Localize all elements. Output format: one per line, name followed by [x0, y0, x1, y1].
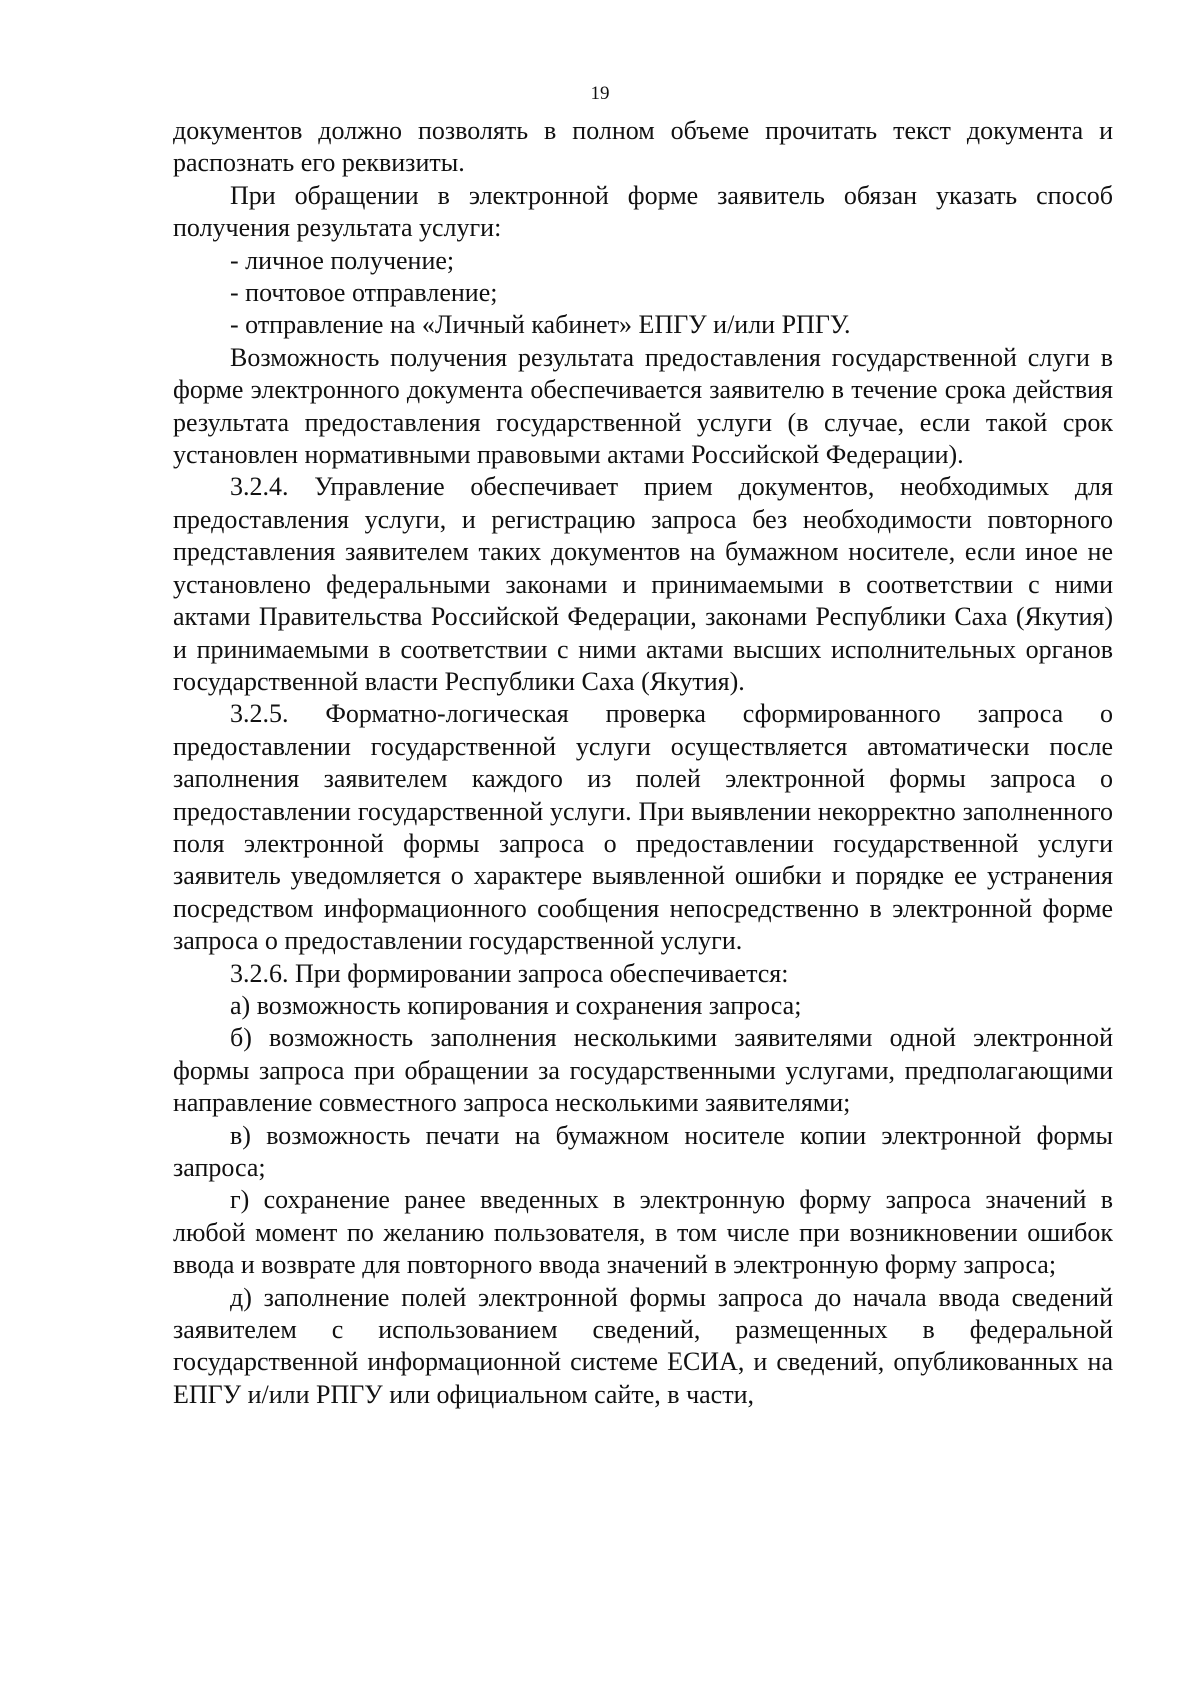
paragraph-3-2-4: 3.2.4. Управление обеспечивает прием документов, необходимых для предоставления услуги, и регистрацию запроса без необходимости повторного представления заявителем таких документов на бумажном носителе, если иное не установлено федеральными законами и принимаемыми в соответствии с ними актами Правительства Российской Федерации, законами Республики Саха (Якутия) и принимаемыми в соответствии с ними актами высших исполнительных органов государственной власти Республики Саха (Якутия). — [173, 472, 1113, 696]
paragraph-result-method: При обращении в электронной форме заявитель обязан указать способ получения результата услуги: — [173, 180, 1113, 243]
list-item-personal: - личное получение; — [230, 245, 455, 275]
paragraph-3-2-5: 3.2.5. Форматно-логическая проверка сформированного запроса о предоставлении государственной услуги осуществляется автоматически после заполнения заявителем каждого из полей электронной формы запроса о предоставлении государственной услуги. При выявлении некорректно заполненного поля электронной формы запроса о предоставлении государственной услуги заявитель уведомляется о характере выявленной ошибки и порядке ее устранения посредством информационного сообщения непосредственно в электронной форме запроса о предоставлении государственной услуги. — [173, 699, 1113, 956]
list-item-g: г) сохранение ранее введенных в электронную форму запроса значений в любой момент по желанию пользователя, в том числе при возникновении ошибок ввода и возврате для повторного ввода значений в электронную форму запроса; — [173, 1185, 1113, 1280]
list-item-v: в) возможность печати на бумажном носителе копии электронной формы запроса; — [173, 1120, 1113, 1182]
list-item-a: а) возможность копирования и сохранения запроса; — [230, 990, 802, 1020]
page-number: 19 — [590, 83, 610, 104]
document-body — [173, 115, 1113, 1411]
list-item-cabinet: - отправление на «Личный кабинет» ЕПГУ и/или РПГУ. — [230, 310, 851, 340]
paragraph-continuation: документов должно позволять в полном объеме прочитать текст документа и распознать его реквизиты. — [173, 116, 1113, 178]
list-item-postal: - почтовое отправление; — [230, 278, 498, 308]
paragraph-3-2-6: 3.2.6. При формировании запроса обеспечивается: — [230, 958, 789, 988]
list-item-b: б) возможность заполнения несколькими заявителями одной электронной формы запроса при обращении за государственными услугами, предполагающими направление совместного запроса несколькими заявителями; — [173, 1023, 1113, 1118]
paragraph-electronic-result: Возможность получения результата предоставления государственной слуги в форме электронного документа обеспечивается заявителю в течение срока действия результата предоставления государственной услуги (в случае, если такой срок установлен нормативными правовыми актами Российской Федерации). — [173, 342, 1113, 470]
list-item-d: д) заполнение полей электронной формы запроса до начала ввода сведений заявителем с использованием сведений, размещенных в федеральной государственной информационной системе ЕСИА, и сведений, опубликованных на ЕПГУ и/или РПГУ или официальном сайте, в части, — [173, 1282, 1113, 1409]
